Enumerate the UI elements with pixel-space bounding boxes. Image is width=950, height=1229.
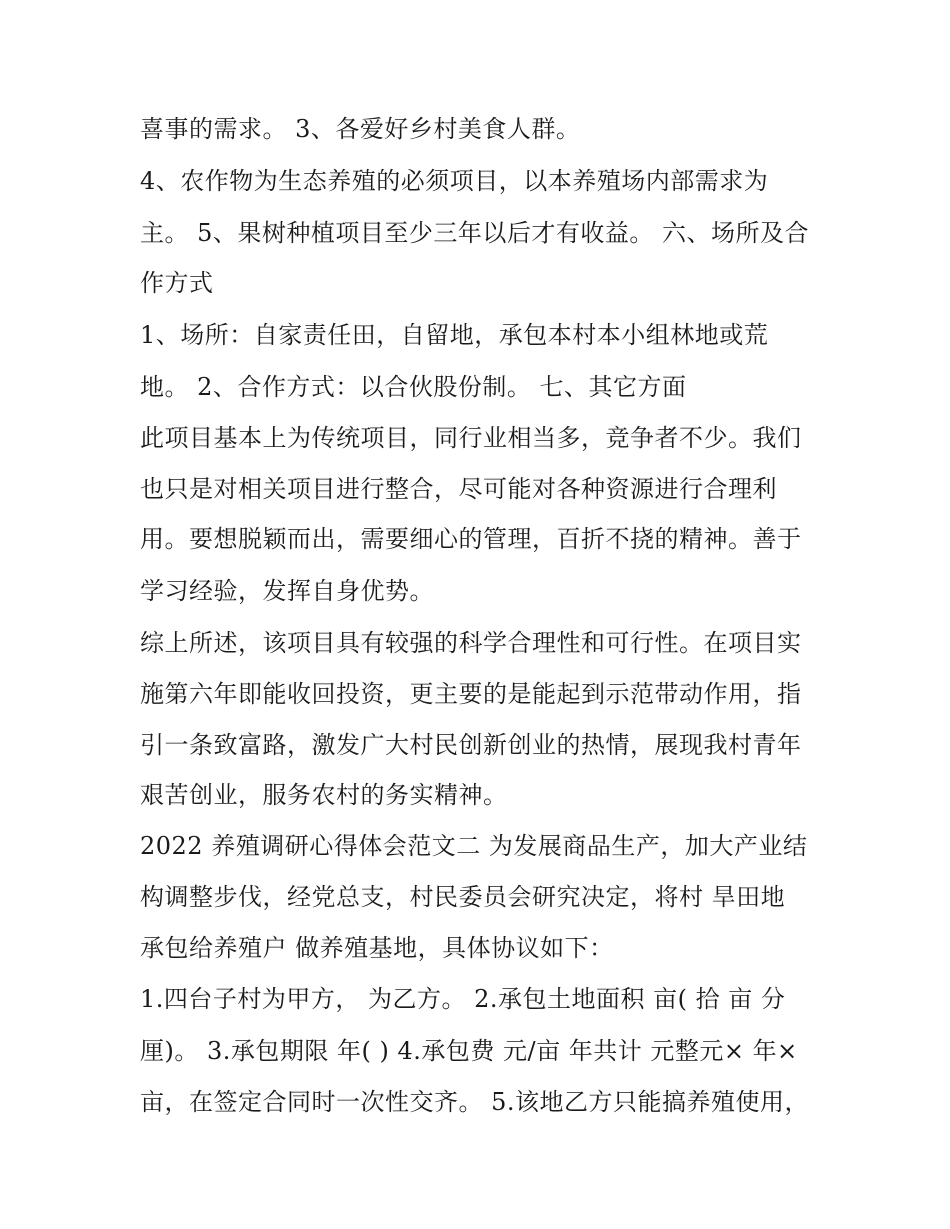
text-line-16: 构调整步伐，经党总支，村民委员会研究决定，将村 旱田地 bbox=[140, 883, 786, 911]
text-line-19: 厘)。 3.承包期限 年( ) 4.承包费 元/亩 年共计 元整元× 年× bbox=[140, 1037, 798, 1065]
text-line-9: 用。要想脱颖而出，需要细心的管理，百折不挠的精神。善于 bbox=[140, 525, 802, 553]
text-line-2: 4、农作物为生态养殖的必须项目，以本养殖场内部需求为 bbox=[140, 167, 769, 195]
text-line-5: 1、场所：自家责任田，自留地，承包本村本小组林地或荒 bbox=[140, 321, 769, 349]
text-line-3: 主。 5、果树种植项目至少三年以后才有收益。 六、场所及合 bbox=[140, 219, 810, 247]
text-line-8: 也只是对相关项目进行整合，尽可能对各种资源进行合理利 bbox=[140, 475, 777, 503]
text-line-10: 学习经验，发挥自身优势。 bbox=[140, 577, 434, 605]
text-line-15: 2022 养殖调研心得体会范文二 为发展商品生产，加大产业结 bbox=[140, 832, 808, 860]
text-line-1: 喜事的需求。 3、各爱好乡村美食人群。 bbox=[140, 115, 581, 143]
text-line-18: 1.四台子村为甲方， 为乙方。 2.承包土地面积 亩( 拾 亩 分 bbox=[140, 985, 786, 1013]
text-line-4: 作方式 bbox=[140, 269, 214, 297]
text-line-17: 承包给养殖户 做养殖基地，具体协议如下： bbox=[140, 934, 614, 962]
text-line-13: 引一条致富路，激发广大村民创新创业的热情，展现我村青年 bbox=[140, 731, 802, 759]
text-line-11: 综上所述，该项目具有较强的科学合理性和可行性。在项目实 bbox=[140, 629, 802, 657]
text-line-12: 施第六年即能收回投资，更主要的是能起到示范带动作用，指 bbox=[140, 680, 802, 708]
text-line-7: 此项目基本上为传统项目，同行业相当多，竞争者不少。我们 bbox=[140, 424, 802, 452]
text-line-20: 亩，在签定合同时一次性交齐。 5.该地乙方只能搞养殖使用， bbox=[140, 1088, 810, 1116]
text-line-6: 地。 2、合作方式：以合伙股份制。 七、其它方面 bbox=[140, 373, 687, 401]
text-line-14: 艰苦创业，服务农村的务实精神。 bbox=[140, 781, 508, 809]
